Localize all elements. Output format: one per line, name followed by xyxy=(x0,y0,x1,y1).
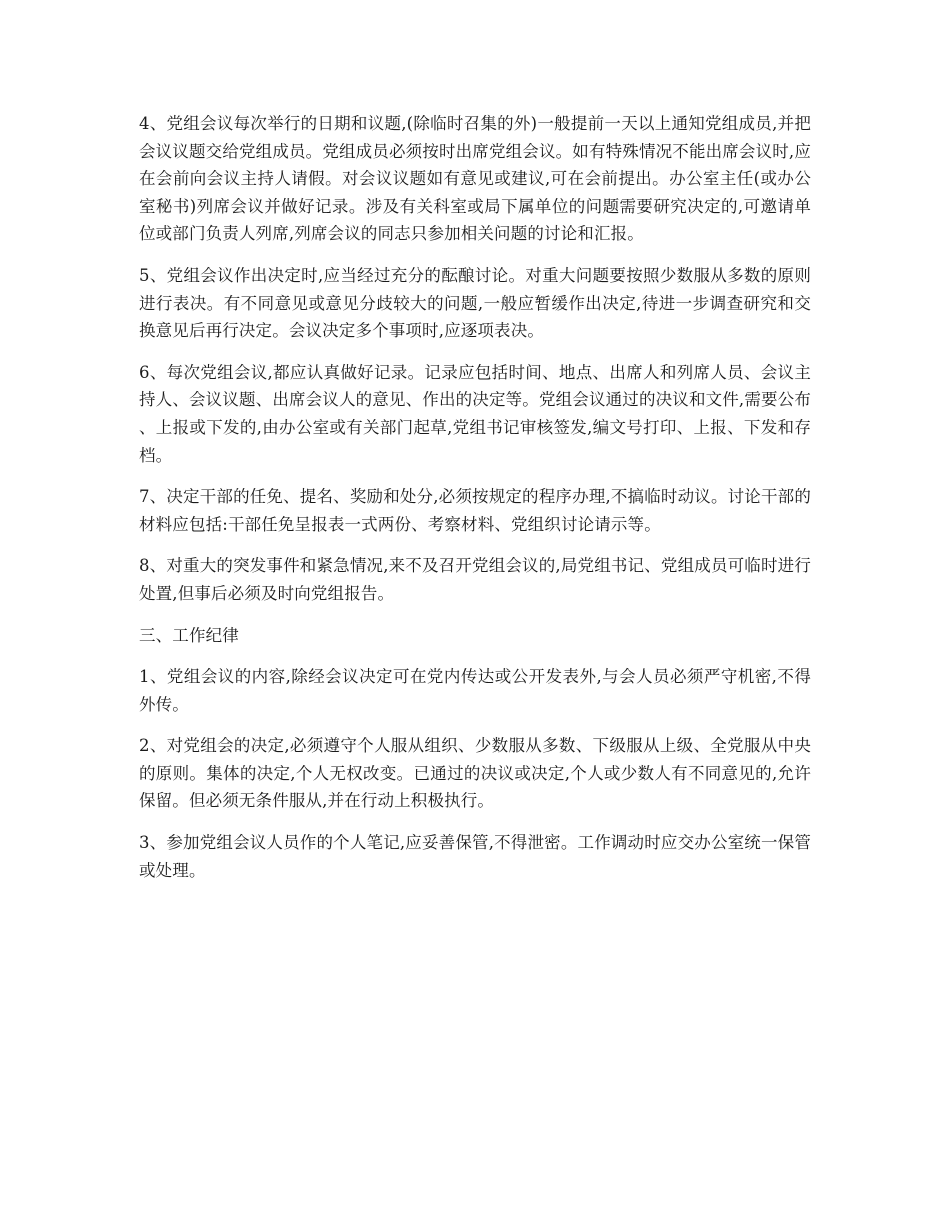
paragraph-item-8: 8、对重大的突发事件和紧急情况,来不及召开党组会议的,局党组书记、党组成员可临时进行处置,但事后必须及时向党组报告。 xyxy=(139,556,811,603)
paragraph-item-7: 7、决定干部的任免、提名、奖励和处分,必须按规定的程序办理,不搞临时动议。讨论干部的材料应包括:干部任免呈报表一式两份、考察材料、党组织讨论请示等。 xyxy=(139,487,811,534)
paragraph-item-6: 6、每次党组会议,都应认真做好记录。记录应包括时间、地点、出席人和列席人员、会议主持人、会议议题、出席会议人的意见、作出的决定等。党组会议通过的决议和文件,需要公布、上报或下发的,由办公室或有关部门起草,党组书记审核签发,编文号打印、上报、下发和存档。 xyxy=(139,362,811,465)
section-heading-work-discipline: 三、工作纪律 xyxy=(139,625,239,645)
document-body xyxy=(139,110,811,898)
paragraph-item-5: 5、党组会议作出决定时,应当经过充分的酝酿讨论。对重大问题要按照少数服从多数的原则进行表决。有不同意见或意见分歧较大的问题,一般应暂缓作出决定,待进一步调查研究和交换意见后再行决定。会议决定多个事项时,应逐项表决。 xyxy=(139,265,811,341)
discipline-item-1: 1、党组会议的内容,除经会议决定可在党内传达或公开发表外,与会人员必须严守机密,不得外传。 xyxy=(139,667,811,714)
discipline-item-2: 2、对党组会的决定,必须遵守个人服从组织、少数服从多数、下级服从上级、全党服从中央的原则。集体的决定,个人无权改变。已通过的决议或决定,个人或少数人有不同意见的,允许保留。但必须无条件服从,并在行动上积极执行。 xyxy=(139,736,811,811)
paragraph-item-4: 4、党组会议每次举行的日期和议题,(除临时召集的外)一般提前一天以上通知党组成员,并把会议议题交给党组成员。党组成员必须按时出席党组会议。如有特殊情况不能出席会议时,应在会前向会议主持人请假。对会议议题如有意见或建议,可在会前提出。办公室主任(或办公室秘书)列席会议并做好记录。涉及有关科室或局下属单位的问题需要研究决定的,可邀请单位或部门负责人列席,列席会议的同志只参加相关问题的讨论和汇报。 xyxy=(139,114,811,244)
discipline-item-3: 3、参加党组会议人员作的个人笔记,应妥善保管,不得泄密。工作调动时应交办公室统一保管或处理。 xyxy=(139,833,811,880)
